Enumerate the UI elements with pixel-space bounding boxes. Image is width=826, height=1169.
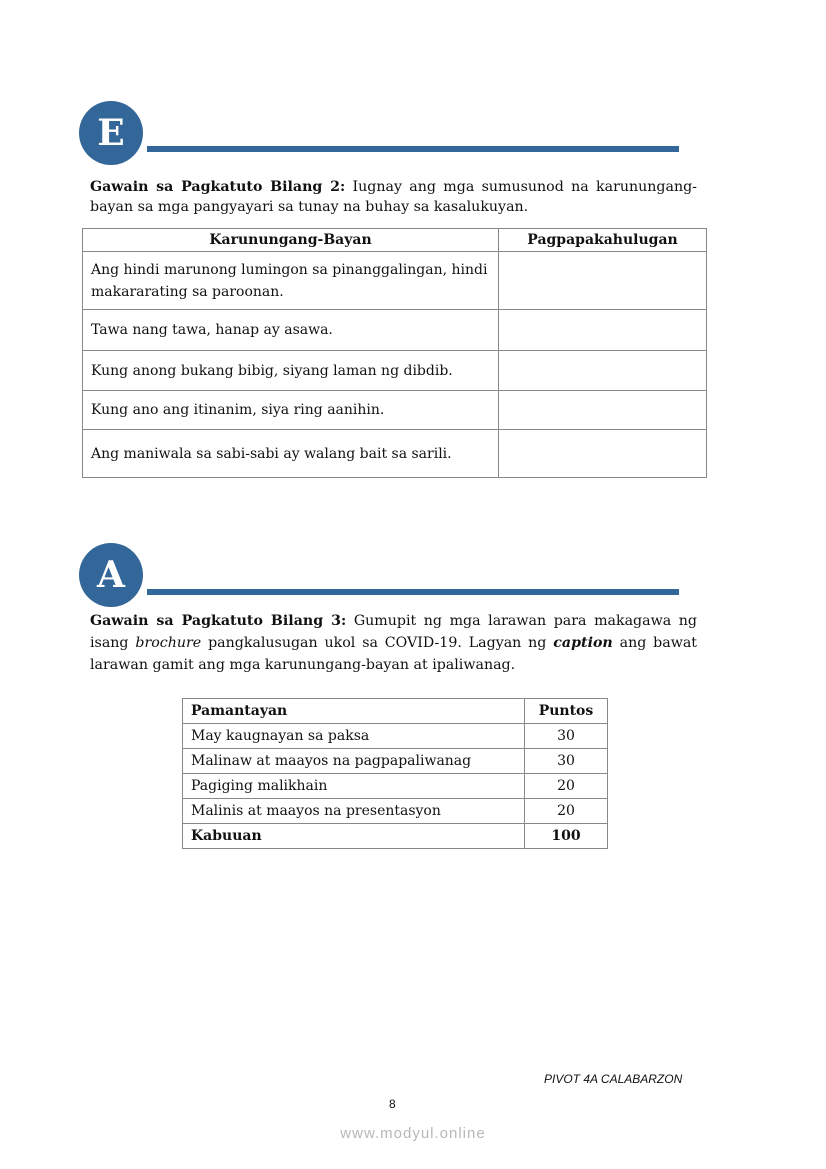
proverb-cell: Ang hindi marunong lumingon sa pinanggalingan, hindi makararating sa paroonan. [83,252,499,310]
criterion-cell: Malinaw at maayos na pagpapaliwanag [183,749,525,774]
total-points: 100 [525,824,608,849]
points-cell: 20 [525,799,608,824]
meaning-cell[interactable] [499,391,707,430]
total-label: Kabuuan [183,824,525,849]
proverb-cell: Tawa nang tawa, hanap ay asawa. [83,310,499,351]
criterion-cell: Pagiging malikhain [183,774,525,799]
criterion-cell: Malinis at maayos na presentasyon [183,799,525,824]
criterion-cell: May kaugnayan sa paksa [183,724,525,749]
activity-3-title: Gawain sa Pagkatuto Bilang 3: [90,613,347,629]
instruction-text: ang bawat larawan gamit ang mga karunungang-bayan at ipaliwanag. [90,635,698,673]
column-header: Pamantayan [183,699,525,724]
instruction-strong: caption [553,635,613,651]
meaning-cell[interactable] [499,310,707,351]
column-header: Karunungang-Bayan [83,229,499,252]
section-a-badge: A [79,543,143,607]
instruction-text: Gumupit ng mga larawan para makagawa ng isang [90,613,697,651]
proverb-cell: Kung ano ang itinanim, siya ring aanihin. [83,391,499,430]
points-cell: 30 [525,749,608,774]
activity-2-title: Gawain sa Pagkatuto Bilang 2: [90,179,346,195]
section-a-divider [147,589,679,595]
instruction-text: pangkalusugan ukol sa COVID-19. Lagyan ng [208,635,547,651]
points-cell: 30 [525,724,608,749]
instruction-emphasis: brochure [135,635,202,651]
proverb-cell: Ang maniwala sa sabi-sabi ay walang bait sa sarili. [83,430,499,478]
activity-3-instructions [90,610,697,676]
meaning-cell[interactable] [499,430,707,478]
page-number: 8 [389,1097,396,1111]
section-e-badge: E [79,101,143,165]
publisher-footer: PIVOT 4A CALABARZON [544,1072,683,1086]
section-e-divider [147,146,679,152]
activity-2-text: Iugnay ang mga sumusunod na karunungang-bayan sa mga pangyayari sa tunay na buhay sa kasalukuyan. [90,179,697,215]
karunungang-bayan-table [82,228,707,478]
column-header: Puntos [525,699,608,724]
rubric-table [182,698,608,849]
activity-2-instructions [90,177,697,217]
watermark: www.modyul.online [340,1125,486,1142]
meaning-cell[interactable] [499,351,707,391]
points-cell: 20 [525,774,608,799]
column-header: Pagpapakahulugan [499,229,707,252]
meaning-cell[interactable] [499,252,707,310]
proverb-cell: Kung anong bukang bibig, siyang laman ng dibdib. [83,351,499,391]
